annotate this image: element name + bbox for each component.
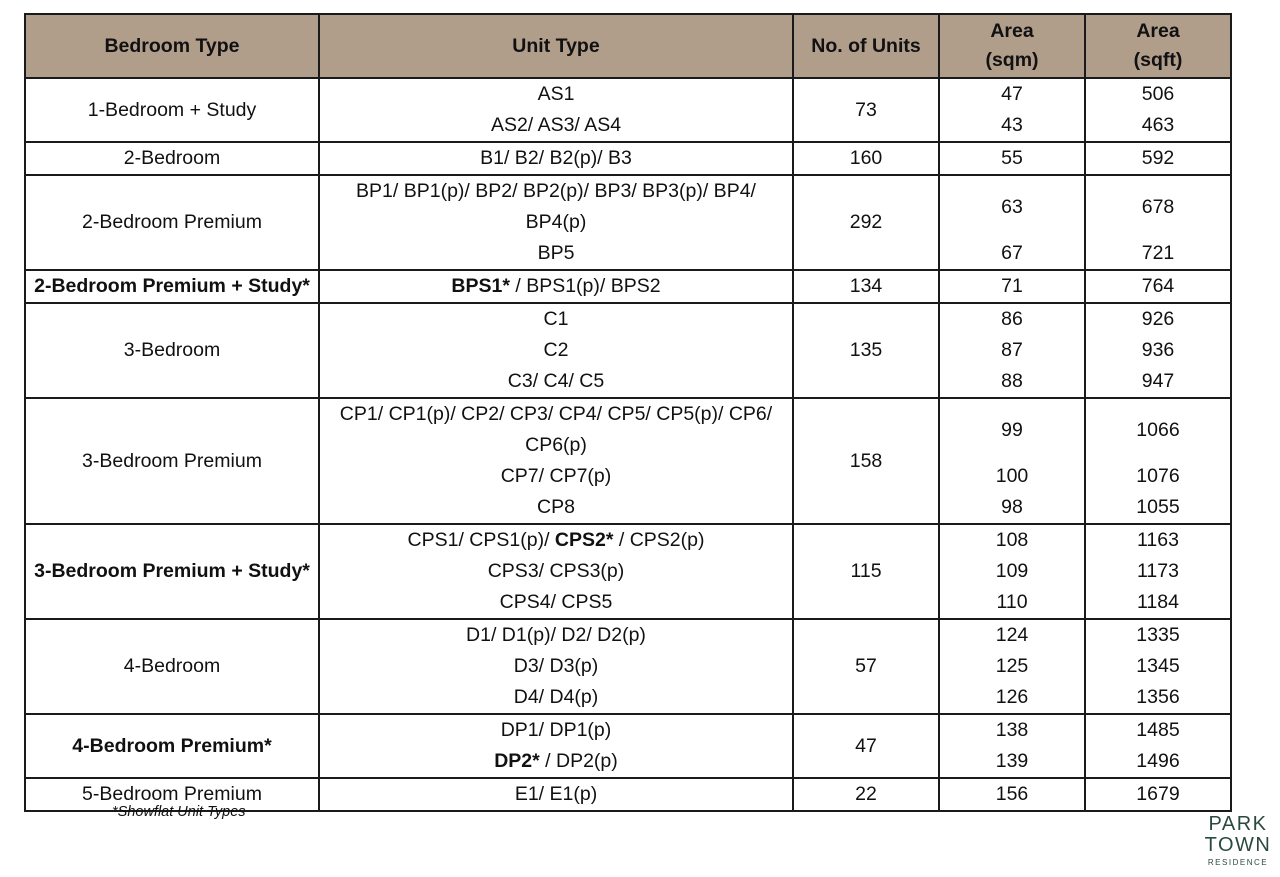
area-sqft-value: 1055: [1136, 496, 1180, 518]
unit-type-line: CP8: [537, 496, 575, 518]
area-sqft-cell: [1085, 175, 1231, 270]
area-sqm-value: 99: [1001, 419, 1023, 441]
unit-type-line: CPS3/ CPS3(p): [487, 560, 625, 582]
area-sqm-value: 126: [995, 686, 1029, 708]
unit-type-line: C2: [543, 339, 569, 361]
bedroom-type-cell: 2-Bedroom Premium: [25, 175, 319, 270]
unit-type-text: / BPS1(p)/ BPS2: [509, 275, 661, 297]
area-sqft-cell: [1085, 619, 1231, 714]
units-cell: 135: [793, 303, 939, 398]
area-sqm-value: 139: [995, 750, 1029, 772]
area-sqm-value: 98: [1001, 496, 1023, 518]
units-cell: 134: [793, 270, 939, 303]
table-row: [25, 175, 1231, 270]
area-sqft-value: 1496: [1136, 750, 1180, 772]
units-cell: 57: [793, 619, 939, 714]
bedroom-type-cell: 4-Bedroom Premium*: [25, 714, 319, 778]
table-row: [25, 619, 1231, 714]
units-cell: 47: [793, 714, 939, 778]
area-sqft-cell: 1679: [1085, 778, 1231, 811]
unit-type-line: DP1/ DP1(p): [500, 719, 612, 741]
units-cell: 73: [793, 78, 939, 142]
header-unit-type: Unit Type: [319, 14, 793, 78]
area-sqft-cell: [1085, 524, 1231, 619]
logo-line-residence: RESIDENCE: [1207, 858, 1269, 867]
area-sqft-value: 947: [1141, 370, 1175, 392]
area-sqm-value: 109: [995, 560, 1029, 582]
unit-type-line: [324, 525, 788, 556]
unit-type-line: D3/ D3(p): [513, 655, 599, 677]
showflat-unit-label: DP2*: [494, 750, 540, 772]
unit-type-cell: [319, 398, 793, 524]
area-sqm-cell: 71: [939, 270, 1085, 303]
header-area-sqm-line1: Area: [990, 20, 1034, 42]
area-sqm-cell: [939, 714, 1085, 778]
area-sqft-value: 1163: [1137, 529, 1179, 551]
area-sqft-value: 506: [1141, 83, 1175, 105]
area-sqm-cell: 156: [939, 778, 1085, 811]
bedroom-type-cell: 5-Bedroom Premium: [25, 778, 319, 811]
area-sqft-value: 1356: [1136, 686, 1180, 708]
table-row: [25, 714, 1231, 778]
header-row: [25, 14, 1231, 78]
units-cell: 292: [793, 175, 939, 270]
unit-type-cell: B1/ B2/ B2(p)/ B3: [319, 142, 793, 175]
unit-type-line: C3/ C4/ C5: [507, 370, 605, 392]
park-town-residence-logo: [1200, 814, 1276, 868]
units-cell: 158: [793, 398, 939, 524]
area-sqm-cell: 55: [939, 142, 1085, 175]
area-sqm-value: 138: [995, 719, 1029, 741]
unit-type-line: CPS4/ CPS5: [499, 591, 613, 613]
area-sqft-value: 1345: [1136, 655, 1180, 677]
area-sqft-cell: [1085, 714, 1231, 778]
units-cell: 160: [793, 142, 939, 175]
area-sqm-value: 86: [1001, 308, 1023, 330]
area-sqm-value: 88: [1001, 370, 1023, 392]
area-sqft-value: 1066: [1136, 419, 1180, 441]
area-sqm-cell: [939, 175, 1085, 270]
area-sqft-value: 1485: [1136, 719, 1180, 741]
unit-type-line: C1: [543, 308, 569, 330]
unit-type-cell: [319, 270, 793, 303]
bedroom-type-cell: 2-Bedroom Premium + Study*: [25, 270, 319, 303]
area-sqft-value: 936: [1141, 339, 1175, 361]
header-area-sqm-line2: (sqm): [985, 49, 1039, 71]
table-row: [25, 524, 1231, 619]
unit-type-line: D4/ D4(p): [513, 686, 599, 708]
unit-type-cell: [319, 303, 793, 398]
area-sqm-value: 125: [995, 655, 1029, 677]
area-sqft-value: 721: [1141, 242, 1175, 264]
area-sqft-cell: [1085, 398, 1231, 524]
area-sqm-cell: [939, 398, 1085, 524]
units-cell: 22: [793, 778, 939, 811]
area-sqft-value: 463: [1141, 114, 1175, 136]
area-sqft-cell: [1085, 78, 1231, 142]
area-sqft-value: 1173: [1137, 560, 1179, 582]
table-row: [25, 398, 1231, 524]
area-sqm-value: 108: [995, 529, 1029, 551]
area-sqm-value: 67: [1001, 242, 1023, 264]
area-sqm-cell: [939, 78, 1085, 142]
area-sqft-value: 1076: [1136, 465, 1180, 487]
bedroom-type-cell: 3-Bedroom: [25, 303, 319, 398]
header-no-of-units: No. of Units: [793, 14, 939, 78]
unit-type-table: [24, 13, 1232, 812]
bedroom-type-cell: 4-Bedroom: [25, 619, 319, 714]
showflat-unit-label: CPS2*: [554, 529, 614, 551]
units-cell: 115: [793, 524, 939, 619]
header-area-sqm: [939, 14, 1085, 78]
area-sqm-cell: [939, 619, 1085, 714]
bedroom-type-cell: 1-Bedroom + Study: [25, 78, 319, 142]
bedroom-type-cell: 2-Bedroom: [25, 142, 319, 175]
unit-type-text: CPS1/ CPS1(p)/: [407, 529, 555, 551]
table-body: [25, 78, 1231, 811]
unit-type-text: / DP2(p): [539, 750, 618, 772]
showflat-unit-label: BPS1*: [451, 275, 510, 297]
unit-type-line: CP7/ CP7(p): [500, 465, 612, 487]
header-area-sqft: [1085, 14, 1231, 78]
area-sqft-value: 1335: [1136, 624, 1180, 646]
logo-line-town: TOWN: [1204, 834, 1272, 856]
area-sqm-value: 87: [1001, 339, 1023, 361]
area-sqft-value: 926: [1141, 308, 1175, 330]
unit-type-line: BP5: [537, 242, 575, 264]
table-row: [25, 142, 1231, 175]
area-sqm-value: 100: [995, 465, 1029, 487]
table-header: [25, 14, 1231, 78]
unit-type-cell: [319, 714, 793, 778]
logo-line-park: PARK: [1208, 813, 1268, 835]
unit-type-line: AS2/ AS3/ AS4: [490, 114, 622, 136]
unit-type-text: / CPS2(p): [613, 529, 705, 551]
header-area-sqft-line1: Area: [1136, 20, 1180, 42]
area-sqm-value: 110: [996, 591, 1028, 613]
area-sqft-value: 678: [1141, 196, 1175, 218]
table-row: [25, 303, 1231, 398]
unit-type-line: BP1/ BP1(p)/ BP2/ BP2(p)/ BP3/ BP3(p)/ BP4/ BP4(p): [356, 180, 756, 233]
bedroom-type-cell: 3-Bedroom Premium + Study*: [25, 524, 319, 619]
area-sqm-value: 47: [1001, 83, 1023, 105]
unit-type-cell: [319, 78, 793, 142]
header-area-sqft-line2: (sqft): [1133, 49, 1183, 71]
unit-type-cell: [319, 524, 793, 619]
unit-type-line: [324, 746, 788, 777]
showflat-footnote: *Showflat Unit Types: [112, 804, 246, 820]
unit-type-line: CP1/ CP1(p)/ CP2/ CP3/ CP4/ CP5/ CP5(p)/ CP6/ CP6(p): [339, 403, 773, 456]
unit-type-line: AS1: [537, 83, 575, 105]
area-sqm-cell: [939, 524, 1085, 619]
area-sqm-value: 43: [1001, 114, 1023, 136]
unit-type-line: D1/ D1(p)/ D2/ D2(p): [466, 624, 646, 646]
header-bedroom-type: Bedroom Type: [25, 14, 319, 78]
area-sqft-value: 1184: [1137, 591, 1179, 613]
area-sqm-cell: [939, 303, 1085, 398]
area-sqft-cell: 592: [1085, 142, 1231, 175]
unit-type-cell: [319, 619, 793, 714]
unit-type-cell: [319, 175, 793, 270]
bedroom-type-cell: 3-Bedroom Premium: [25, 398, 319, 524]
area-sqft-cell: [1085, 303, 1231, 398]
table-row: [25, 270, 1231, 303]
area-sqm-value: 124: [995, 624, 1029, 646]
area-sqft-cell: 764: [1085, 270, 1231, 303]
table-row: [25, 78, 1231, 142]
unit-type-cell: E1/ E1(p): [319, 778, 793, 811]
area-sqm-value: 63: [1001, 196, 1023, 218]
